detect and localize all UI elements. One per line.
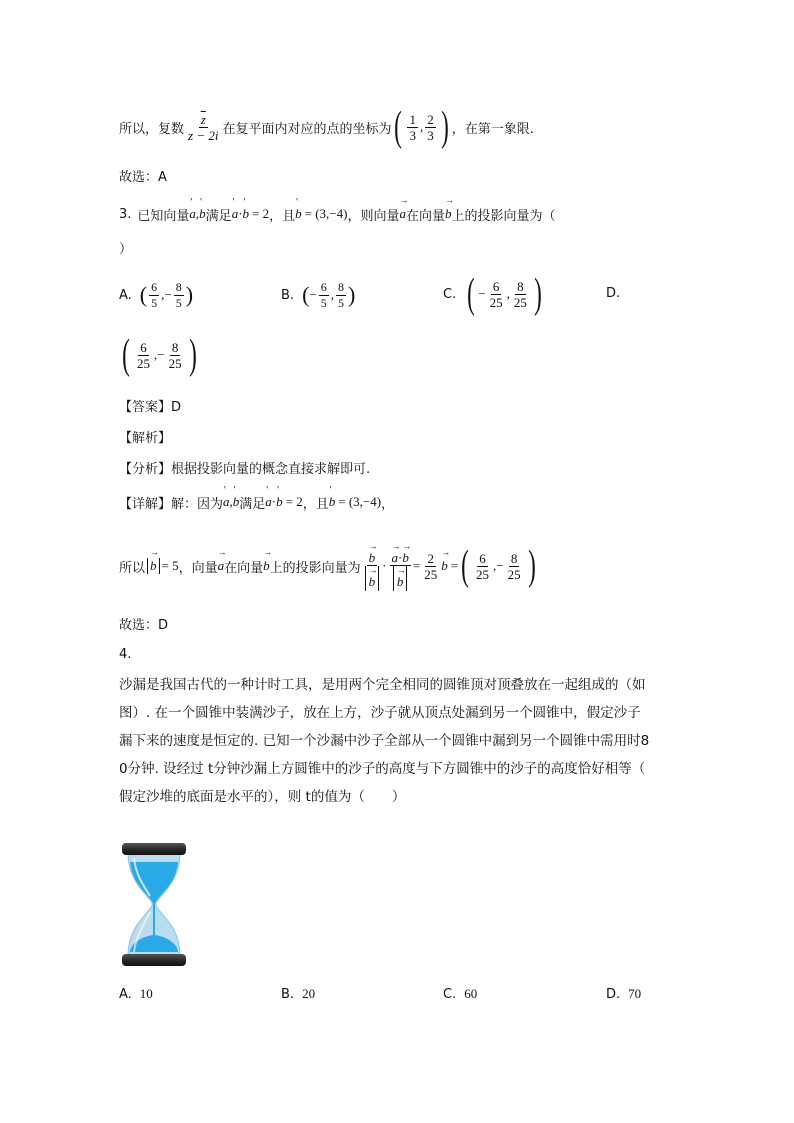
option-value: 10 xyxy=(139,986,153,1001)
abs-value: = 5 xyxy=(161,558,179,573)
left-paren: ( xyxy=(394,104,403,150)
vector-a: ' a xyxy=(189,206,196,222)
vector-b: ' b xyxy=(329,494,336,510)
analysis-title: 【解析】 xyxy=(119,431,172,446)
vector-b: → b xyxy=(369,550,376,565)
vector-a: → a xyxy=(399,206,406,222)
q4-line-1: 沙漏是我国古代的一种计时工具，是用两个完全相同的圆锥顶对顶叠放在一起组成的（如 xyxy=(119,677,646,693)
den: 25 xyxy=(513,294,527,310)
minus-sign: − xyxy=(309,287,317,302)
option-value: 60 xyxy=(464,986,478,1001)
den: 5 xyxy=(320,295,327,310)
coord-b xyxy=(425,112,436,143)
coord-a-num: 1 xyxy=(409,111,416,127)
vector-b: → b xyxy=(369,574,376,589)
minus-sign: − xyxy=(164,287,172,302)
option-b[interactable]: B. ( − $\frac{6}{5}$ , $\frac{8}{5}$ ) xyxy=(281,279,356,310)
coord-a-den: 3 xyxy=(409,127,416,143)
fraction-numerator: $\overline{z}$ xyxy=(200,111,206,127)
q3-text-2: 满足 xyxy=(205,208,232,224)
num: 6 xyxy=(492,278,500,294)
option-label: B. xyxy=(281,986,295,1002)
num: 8 xyxy=(510,550,518,566)
dot-product-value: = 2 xyxy=(252,206,270,221)
q3-text-5: 在向量 xyxy=(405,208,445,224)
option-label: C. xyxy=(443,286,457,302)
q4-line-2: 图）. 在一个圆锥中装满沙子，放在上方，沙子就从顶点处漏到另一个圆锥中，假定沙子 xyxy=(119,705,641,721)
den: 5 xyxy=(175,295,182,310)
vector-a: → a xyxy=(218,558,225,574)
q4-line-5: 假定沙堆的底面是水平的），则 t的值为（ ） xyxy=(119,789,406,805)
equals: = xyxy=(412,558,421,573)
hourglass-image xyxy=(118,840,190,970)
q4-line-4: 0分钟. 设经过 t分钟沙漏上方圆锥中的沙子的高度与下方圆锥中的沙子的高度恰好相等（ xyxy=(119,761,646,777)
q3-choice: 故选：D xyxy=(119,618,169,633)
fraction-denominator: z − 2i xyxy=(188,127,219,143)
option-d-label[interactable] xyxy=(606,286,620,301)
option-value: 70 xyxy=(628,986,642,1001)
so-text: 所以 xyxy=(119,560,146,576)
q4-option-d[interactable] xyxy=(606,986,641,1002)
projection-scalar: → a·→ b → b xyxy=(390,542,411,591)
vector-b: → b xyxy=(441,558,448,574)
option-value: 20 xyxy=(302,986,316,1001)
den: 25 xyxy=(137,355,150,371)
num: 8 xyxy=(337,279,344,294)
vector-a: ' a xyxy=(232,206,239,222)
q4-option-c[interactable] xyxy=(443,986,477,1002)
coord-a xyxy=(407,112,418,143)
q3-text-6: 上的投影向量为（ xyxy=(451,208,556,224)
vector-b: ' b xyxy=(276,494,283,510)
detail-end: ， xyxy=(381,496,395,512)
intro-suffix: ，在第一象限. xyxy=(451,121,534,137)
prev-answer: 故选：A xyxy=(119,170,167,185)
q4-paragraph xyxy=(119,671,679,811)
q4-number: 4. xyxy=(119,647,132,662)
num: 6 xyxy=(151,279,158,294)
intro-line: 所以，复数 $\frac{\overline{z}}{z - 2i}$ 在复平面内对应的点的坐标为 ( $\frac{1}{3}$ , $\frac{2}{3}$ ) ，在第一象限. xyxy=(119,104,534,150)
b-coordinates: = (3,−4) xyxy=(304,206,348,221)
coord-b-den: 3 xyxy=(427,127,434,143)
minus-sign: − xyxy=(496,558,504,573)
q3-stem: 3. 已知向量 ' a , ' b 满足 ' a · ' b = 2 ，且 ' b = (3,−4) ，则向量 → a 在向量 → b 上的投影向量为（ xyxy=(119,203,556,225)
q3-number: 3. xyxy=(119,206,132,222)
den: 25 xyxy=(476,566,490,582)
num: 6 xyxy=(140,339,147,355)
q4-line-3: 漏下来的速度是恒定的. 已知一个沙漏中沙子全部从一个圆锥中漏到另一个圆锥中需用时8 xyxy=(119,733,650,749)
vector-b: → b xyxy=(402,550,409,565)
vector-b: ' b xyxy=(243,206,250,222)
coord-b-num: 2 xyxy=(427,111,434,127)
q3-comma: , xyxy=(195,206,200,221)
vector-b: → b xyxy=(150,558,157,574)
vector-b: → b xyxy=(263,558,270,574)
vector-b: → b xyxy=(397,574,404,589)
coef-den: 25 xyxy=(424,566,438,582)
detail-and: ，且 xyxy=(302,496,329,512)
abs-b xyxy=(147,558,160,574)
vector-b: ' b xyxy=(233,494,240,510)
num: 8 xyxy=(171,339,179,355)
option-label: D. xyxy=(606,986,621,1002)
vector-a: → a xyxy=(392,550,399,565)
detail-b-value: = (3,−4) xyxy=(338,494,382,509)
unit-vector-b xyxy=(365,542,380,591)
detail-prefix: 【详解】解：因为 xyxy=(119,496,224,512)
option-label: A. xyxy=(119,287,132,303)
num: 6 xyxy=(320,279,327,294)
projection-line: 所以 → b = 5 ，向量 → a 在向量 → b 上的投影向量为 → b → b · → a·→ b → b = $\frac{2}{25}$ → b = ( $\frac{6}{25}$ , − $\frac{8}{25}$ ) xyxy=(119,532,539,600)
intro-prefix: 所以，复数 xyxy=(119,121,185,137)
den: 25 xyxy=(168,355,182,371)
minus-sign: − xyxy=(157,347,165,362)
option-d[interactable]: ( $\frac{6}{25}$ , − $\frac{8}{25}$ ) xyxy=(122,332,197,378)
q3-text-4: ，则向量 xyxy=(347,208,400,224)
den: 25 xyxy=(507,566,521,582)
intro-middle: 在复平面内对应的点的坐标为 xyxy=(222,121,392,137)
option-label: B. xyxy=(281,287,295,303)
so-text-1: ，向量 xyxy=(178,560,218,576)
option-a[interactable]: A. ( $\frac{6}{5}$ , − $\frac{8}{5}$ ) xyxy=(119,279,194,310)
option-label: A. xyxy=(119,986,132,1002)
right-paren: ) xyxy=(440,104,449,150)
vector-a: ' a xyxy=(223,494,230,510)
vector-b: ' b xyxy=(295,206,302,222)
q3-close-paren: ） xyxy=(119,242,133,257)
so-text-2: 在向量 xyxy=(224,560,264,576)
detail-mid: 满足 xyxy=(239,496,266,512)
num: 8 xyxy=(517,278,524,294)
vector-b: ' b xyxy=(199,206,206,222)
detail-dot: = 2 xyxy=(285,494,303,509)
coef-num: 2 xyxy=(427,550,434,566)
vector-a: ' a xyxy=(265,494,272,510)
den: 5 xyxy=(151,295,158,310)
q4-option-a[interactable] xyxy=(119,986,153,1002)
option-label: D. xyxy=(606,286,621,301)
den: 5 xyxy=(337,295,344,310)
q4-option-b[interactable] xyxy=(281,986,315,1002)
den: 25 xyxy=(489,294,503,310)
q3-answer: 【答案】D xyxy=(119,400,182,415)
minus-sign: − xyxy=(478,286,486,301)
option-c[interactable]: C. ( − $\frac{6}{25}$ , $\frac{8}{25}$ ) xyxy=(443,271,542,317)
q3-text-3: ，且 xyxy=(269,208,296,224)
q3-text-1: 已知向量 xyxy=(137,208,190,224)
conj-fraction xyxy=(186,112,220,143)
vector-b: → b xyxy=(445,206,452,222)
option-label: C. xyxy=(443,986,457,1002)
coefficient xyxy=(422,551,439,582)
num: 8 xyxy=(175,279,182,294)
num: 6 xyxy=(479,550,486,566)
detail-line: 【详解】解：因为 ' a , ' b 满足 ' a · ' b = 2 ，且 ' b = (3,−4) ， xyxy=(119,490,394,514)
so-text-3: 上的投影向量为 xyxy=(269,560,361,576)
equals: = xyxy=(450,558,459,573)
analysis-fenxi: 【分析】根据投影向量的概念直接求解即可. xyxy=(119,462,371,477)
